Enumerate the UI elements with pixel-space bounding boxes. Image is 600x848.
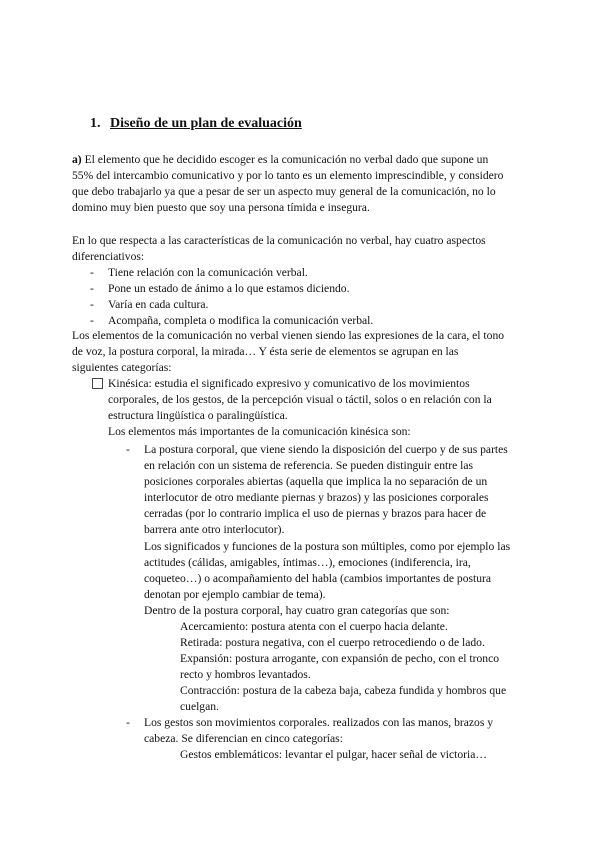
kinesica-line-3: estructura lingüística o paralingüística. bbox=[108, 409, 288, 422]
intro-line-1: En lo que respecta a las características de la comunicación no verbal, hay cuatro aspectos bbox=[72, 234, 486, 247]
kinesica-line-4: Los elementos más importantes de la comunicación kinésica son: bbox=[108, 425, 411, 438]
postura-categorias: Dentro de la postura corporal, hay cuatro gran categorías que son: bbox=[144, 604, 450, 617]
section-number: 1. bbox=[90, 116, 101, 131]
postura-expansion-2: recto y hombros levantados. bbox=[180, 668, 311, 681]
postura-retirada: Retirada: postura negativa, con el cuerpo retrocediendo o de lado. bbox=[180, 636, 485, 649]
para-a-line-2: 55% del intercambio comunicativo y por lo tanto es un elemento imprescindible, y considero bbox=[72, 169, 504, 182]
para-a-line-4: domino muy bien puesto que soy una persona tímida e insegura. bbox=[72, 201, 370, 214]
postura-contraccion-2: cuelgan. bbox=[180, 700, 219, 713]
list-dash: - bbox=[90, 314, 94, 327]
gestos-line-3: Gestos emblemáticos: levantar el pulgar, hacer señal de victoria… bbox=[180, 748, 487, 761]
list-dash: - bbox=[126, 443, 130, 456]
postura-line-3: posiciones corporales abiertas (aquella que implica la no separación de un bbox=[144, 475, 488, 488]
list-dash: - bbox=[90, 282, 94, 295]
para-a-line-1: a) El elemento que he decidido escoger es la comunicación no verbal dado que supone un bbox=[72, 153, 489, 166]
list-dash: - bbox=[90, 298, 94, 311]
postura-sig-3: coqueteo…) o acompañamiento del habla (cambios importantes de postura bbox=[144, 572, 492, 585]
postura-acercamiento: Acercamiento: postura atenta con el cuerpo hacia delante. bbox=[180, 620, 448, 633]
aspect-item: Varía en cada cultura. bbox=[108, 298, 209, 311]
postura-expansion-1: Expansión: postura arrogante, con expansión de pecho, con el tronco bbox=[180, 652, 500, 665]
postura-contraccion-1: Contracción: postura de la cabeza baja, cabeza fundida y hombros que bbox=[180, 684, 507, 697]
elements-line-1: Los elementos de la comunicación no verbal vienen siendo las expresiones de la cara, el tono bbox=[72, 329, 505, 342]
postura-sig-2: actitudes (cálidas, amigables, íntimas…), emociones (indiferencia, ira, bbox=[144, 556, 471, 569]
gestos-line-2: cabeza. Se diferencian en cinco categorías: bbox=[144, 732, 343, 745]
para-a-label: a) bbox=[72, 153, 82, 166]
aspect-item: Acompaña, completa o modifica la comunicación verbal. bbox=[108, 314, 374, 327]
checkbox-icon bbox=[92, 378, 103, 389]
postura-sig-4: denotan por ejemplo cambiar de tema). bbox=[144, 588, 326, 601]
postura-line-5: cerradas (por lo contrario implica el uso de piernas y brazos para hacer de bbox=[144, 507, 487, 520]
gestos-line-1: Los gestos son movimientos corporales. realizados con las manos, brazos y bbox=[144, 716, 494, 729]
elements-line-3: siguientes categorías: bbox=[72, 361, 172, 374]
postura-line-6: barrera ante otro interlocutor). bbox=[144, 523, 285, 536]
kinesica-line-1: Kinésica: estudia el significado expresivo y comunicativo de los movimientos bbox=[108, 377, 470, 390]
postura-sig-1: Los significados y funciones de la postura son múltiples, como por ejemplo las bbox=[144, 540, 511, 553]
aspect-item: Pone un estado de ánimo a lo que estamos diciendo. bbox=[108, 282, 350, 295]
kinesica-line-2: corporales, de los gestos, de la percepción visual o táctil, solos o en relación con la bbox=[108, 393, 492, 406]
aspect-item: Tiene relación con la comunicación verbal. bbox=[108, 266, 308, 279]
intro-line-2: diferenciativos: bbox=[72, 250, 145, 263]
list-dash: - bbox=[126, 716, 130, 729]
section-title: Diseño de un plan de evaluación bbox=[110, 116, 302, 131]
elements-line-2: de voz, la postura corporal, la mirada… Y ésta serie de elementos se agrupan en las bbox=[72, 345, 459, 358]
postura-line-1: La postura corporal, que viene siendo la disposición del cuerpo y de sus partes bbox=[144, 443, 508, 456]
list-dash: - bbox=[90, 266, 94, 279]
postura-line-4: interlocutor de otro mediante piernas y brazos) y las posiciones corporales bbox=[144, 491, 489, 504]
para-a-line-3: que debo trabajarlo ya que a pesar de ser un aspecto muy general de la comunicación, no lo bbox=[72, 185, 496, 198]
postura-line-2: en relación con un sistema de referencia. Se pueden distinguir entre las bbox=[144, 459, 474, 472]
